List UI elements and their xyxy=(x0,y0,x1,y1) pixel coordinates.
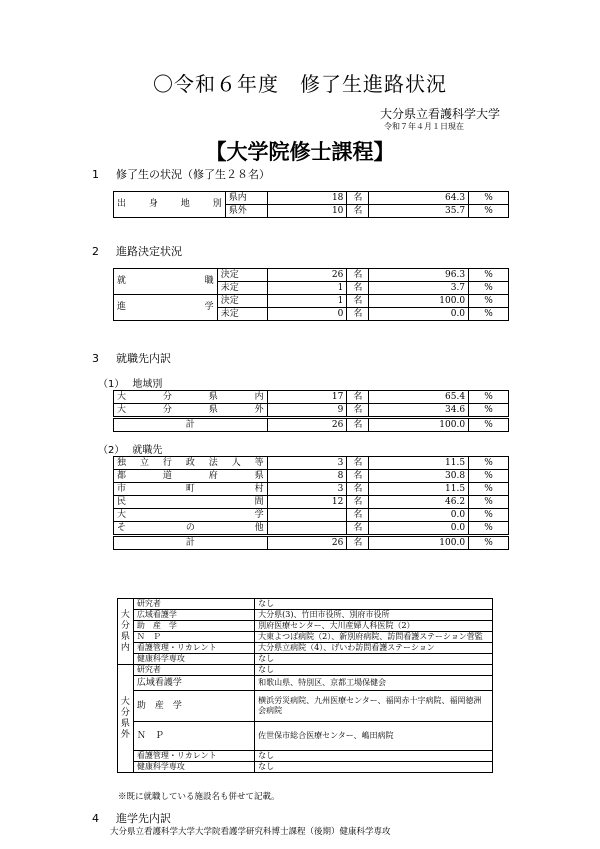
section-heading: 3 就職先内訳 xyxy=(92,352,171,365)
table-row: Ｎ Ｐ 大東よつば病院（2）、新別府病院、訪問看護ステーション菅監 xyxy=(118,632,493,643)
table-row: 就職 決定 26 名 96.3 % xyxy=(114,269,509,282)
subsection-heading: （1） 地域別 xyxy=(98,379,163,390)
table-row: 大分県外 9 名 34.6 % xyxy=(114,404,509,418)
table-row: 広域看護学 和歌山県、特別区、京都工場保健会 xyxy=(118,676,493,691)
university-name: 大分県立看護科学大学 xyxy=(380,107,501,121)
region-table xyxy=(113,390,509,432)
row-label: 出身地別 xyxy=(114,192,226,218)
table-row: その他 名 0.0 % xyxy=(114,522,509,536)
table-row: 健康科学専攻 なし xyxy=(118,762,493,773)
row-label: 就職 xyxy=(114,269,218,295)
section-heading: 1 修了生の状況（修了生２８名） xyxy=(92,168,270,181)
course-subtitle: 【大学院修士課程】 xyxy=(205,140,395,164)
row-label: 進学 xyxy=(114,295,218,321)
region-label: 大 分 県 内 xyxy=(118,599,134,665)
total-row: 計 26 名 100.0 % xyxy=(114,536,509,550)
detail-note: ※既に就職している施設名も併せて記載。 xyxy=(118,792,280,802)
section-heading: 2 進路決定状況 xyxy=(92,245,182,258)
table-row: 看護管理・リカレント なし xyxy=(118,751,493,762)
table-row: 出身地別 県内 18 名 64.3 % xyxy=(114,192,509,205)
page-title: 〇令和６年度 修了生進路状況 xyxy=(153,72,447,96)
table-row: 健康科学専攻 なし xyxy=(118,654,493,665)
table-row: 大学 名 0.0 % xyxy=(114,509,509,522)
table-row: 進学 決定 1 名 100.0 % xyxy=(114,295,509,308)
table-row: 広域看護学 大分県(3)、竹田市役所、別府市役所 xyxy=(118,610,493,621)
table-row: 都道府県 8 名 30.8 % xyxy=(114,470,509,483)
origin-table xyxy=(113,191,509,218)
table-row: Ｎ Ｐ 佐世保市総合医療センター、嶋田病院 xyxy=(118,722,493,751)
table-row: 県外 10 名 35.7 % xyxy=(114,205,509,218)
table-row: 未定 1 名 3.7 % xyxy=(114,282,509,295)
table-row: 助 産 学 別府医療センター、大川産婦人科医院（2） xyxy=(118,621,493,632)
graduate-school-text: 大分県立看護科学大学大学院看護学研究科博士課程（後期）健康科学専攻 xyxy=(110,827,391,837)
section-heading: 4 進学先内訳 xyxy=(92,812,171,825)
total-row: 計 26 名 100.0 % xyxy=(114,418,509,432)
table-row: 独立行政法人等 3 名 11.5 % xyxy=(114,457,509,470)
table-row: 大分県内 17 名 65.4 % xyxy=(114,391,509,404)
career-decision-table xyxy=(113,268,509,321)
region-label: 大 分 県 外 xyxy=(118,665,134,773)
table-row: 民間 12 名 46.2 % xyxy=(114,496,509,509)
report-date: 令和７年４月１日現在 xyxy=(384,122,464,131)
employer-detail-table xyxy=(117,598,493,773)
table-row: 助 産 学 横浜労災病院、九州医療センター、福岡赤十字病院、福岡徳洲会病院 xyxy=(118,691,493,722)
table-row: 市町村 3 名 11.5 % xyxy=(114,483,509,496)
employer-table xyxy=(113,456,509,550)
subsection-heading: （2） 就職先 xyxy=(98,445,163,456)
table-row: 未定 0 名 0.0 % xyxy=(114,308,509,321)
table-row: 大 分 県 内 研究者 なし xyxy=(118,599,493,610)
table-row: 大 分 県 外 研究者 なし xyxy=(118,665,493,676)
table-row: 看護管理・リカレント 大分県立病院（4）、げいわ訪問看護ステーション xyxy=(118,643,493,654)
